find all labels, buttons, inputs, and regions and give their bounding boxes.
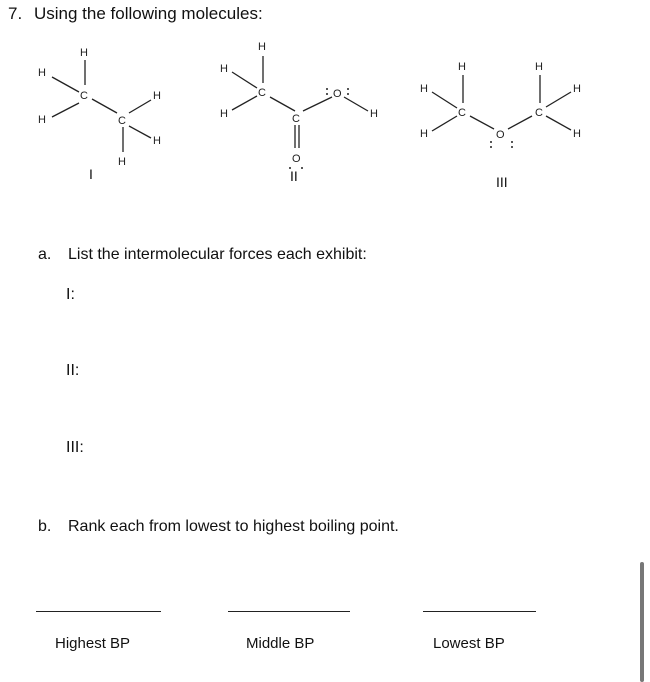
atom-h: H [420,128,428,140]
atom-h: H [258,41,266,53]
answer-blank-lowest[interactable] [423,611,536,612]
answer-blank-middle[interactable] [228,611,350,612]
question-number: 7. [8,4,23,23]
atom-h: H [420,83,428,95]
atom-h: H [220,63,228,75]
part-b-letter: b. [38,518,52,535]
molecule-diagrams [0,0,650,200]
atom-h: H [153,90,161,102]
molecule-3 [420,61,581,148]
atom-c: C [292,113,300,125]
scrollbar[interactable] [640,562,644,682]
highest-bp-label: Highest BP [55,635,131,652]
atom-c: C [458,107,466,119]
part-a-item-1: I: [66,286,75,303]
atom-c: C [258,87,266,99]
atom-c: C [80,90,88,102]
molecule-1 [38,47,161,168]
atom-o: O [496,129,505,141]
atom-o: O [333,88,342,100]
lowest-bp-label: Lowest BP [433,635,505,652]
part-a-prompt: List the intermolecular forces each exhibit: [68,246,367,263]
atom-h: H [370,108,378,120]
molecule-2 [220,41,378,169]
atom-h: H [220,108,228,120]
molecule-label-3: III [496,174,508,190]
part-a-letter: a. [38,246,52,263]
atom-h: H [153,135,161,147]
atom-c: C [535,107,543,119]
atom-o: O [292,153,301,165]
atom-h: H [38,67,46,79]
atom-c: C [118,115,126,127]
middle-bp-label: Middle BP [246,635,315,652]
part-a-item-3: III: [66,439,84,456]
answer-blank-highest[interactable] [36,611,161,612]
atom-h: H [118,156,126,168]
atom-h: H [573,128,581,140]
atom-h: H [38,114,46,126]
molecule-label-2: II [290,168,298,184]
molecule-label-1: I [89,166,93,182]
atom-h: H [573,83,581,95]
part-a-item-2: II: [66,362,80,379]
part-b-prompt: Rank each from lowest to highest boiling point. [68,518,399,535]
atom-h: H [80,47,88,59]
atom-h: H [458,61,466,73]
atom-h: H [535,61,543,73]
question-prompt: Using the following molecules: [34,4,263,23]
